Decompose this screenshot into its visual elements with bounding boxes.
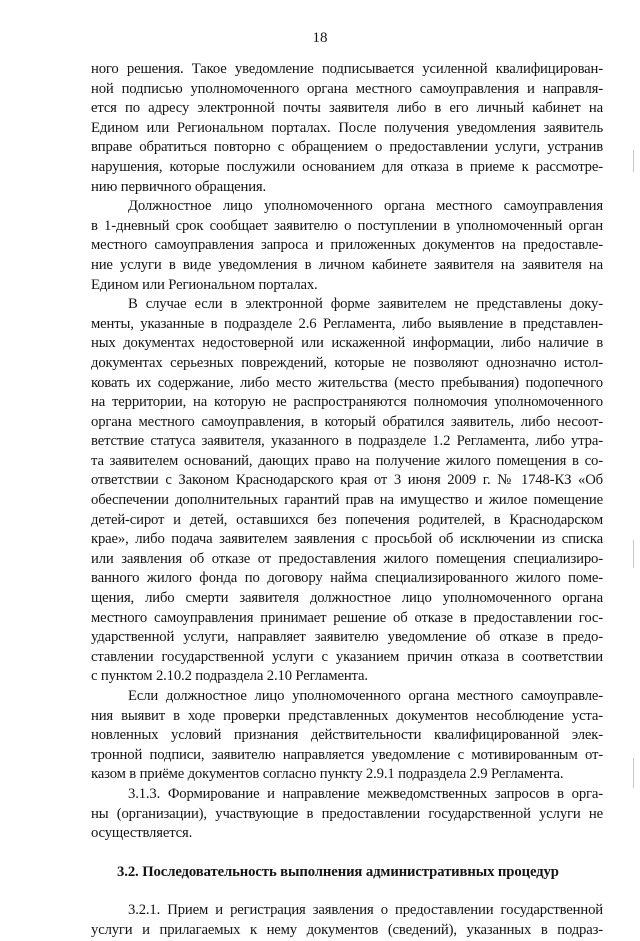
document-body bbox=[91, 60, 603, 941]
text-line: ны (организации), участвующие в предоставлении государственной услуги не bbox=[91, 805, 603, 822]
text-line: ние услуги в виде уведомления в личном кабинете заявителя на заявителя на bbox=[91, 256, 603, 273]
text-line: в 1-дневный срок сообщает заявителю о поступлении в уполномоченный орган bbox=[91, 217, 603, 234]
text-line: или заявления об отказе от предоставления жилого помещения специализиро- bbox=[91, 550, 603, 567]
text-line: услуги и прилагаемых к нему документов (сведений), указанных в подраз- bbox=[91, 921, 603, 938]
text-line: В случае если в электронной форме заявителем не представлены доку- bbox=[128, 296, 603, 313]
text-line: нию первичного обращения. bbox=[91, 178, 267, 195]
text-line: органа местного самоуправления, в который обратился заявитель, либо несоот- bbox=[91, 413, 603, 430]
scan-edge-mark bbox=[633, 150, 634, 172]
text-line: ется по адресу электронной почты заявителя либо в его личный кабинет на bbox=[91, 100, 603, 117]
text-line: казом в приёме документов согласно пункту 2.9.1 подраздела 2.9 Регламента. bbox=[91, 766, 564, 783]
text-line: на территории, на которую не распространяются полномочия уполномоченного bbox=[91, 394, 603, 411]
paragraph bbox=[91, 785, 603, 844]
text-line: Если должностное лицо уполномоченного органа местного самоуправле- bbox=[128, 688, 603, 704]
paragraph bbox=[91, 295, 603, 687]
text-line: тронной подписи, заявителю направляется уведомление с мотивированным от- bbox=[91, 746, 603, 763]
text-line: крае», либо подача заявителем заявления с просьбой об исключении из списка bbox=[91, 531, 603, 548]
text-line: местного самоуправления запроса и приложенных документов на предоставле- bbox=[91, 237, 603, 254]
paragraph bbox=[91, 901, 603, 940]
section-spacer bbox=[91, 882, 603, 901]
text-line: местного самоуправления принимает решение об отказе в предоставлении гос- bbox=[91, 609, 603, 626]
text-line: ния выявит в ходе проверки представленных документов несоблюдение уста- bbox=[91, 707, 603, 724]
paragraph bbox=[91, 197, 603, 295]
text-line: осуществляется. bbox=[91, 825, 193, 842]
text-line: ковать их содержание, либо место жительства (место пребывания) подопечного bbox=[91, 374, 603, 391]
text-line: Едином или Региональном порталах. bbox=[91, 276, 318, 293]
text-line: Едином или Региональном порталах. После получения уведомления заявитель bbox=[91, 119, 603, 136]
text-line: нарушения, которые послужили основанием для отказа в приеме к рассмотре- bbox=[91, 158, 603, 175]
text-line: ных документах недостоверной или искаженной информации, либо наличие в bbox=[91, 335, 603, 352]
text-line: обеспечении дополнительных гарантий прав на имущество и жилое помещение bbox=[91, 492, 603, 509]
text-line: ответствии с Законом Краснодарского края от 3 июня 2009 г. № 1748-КЗ «Об bbox=[91, 472, 603, 489]
section-heading: 3.2. Последовательность выполнения административных процедур bbox=[117, 863, 559, 880]
section-spacer bbox=[91, 844, 603, 863]
text-line: 3.1.3. Формирование и направление межведомственных запросов в орга- bbox=[128, 785, 603, 802]
text-line: менты, указанные в подразделе 2.6 Регламента, либо выявление в представлен- bbox=[91, 315, 603, 332]
text-line: документах серьезных повреждений, которые не позволяют однозначно истол- bbox=[91, 354, 603, 371]
text-line: та заявителем оснований, дающих право на получение жилого помещения в со- bbox=[91, 452, 603, 469]
text-line: ударственной услуги, направляет заявителю уведомление об отказе в предо- bbox=[91, 629, 603, 646]
text-line: ной подписью уполномоченного органа местного самоуправления и направля- bbox=[91, 80, 603, 97]
text-line: ставлении государственной услуги с указанием причин отказа в соответствии bbox=[91, 648, 603, 665]
text-line: 3.2.1. Прием и регистрация заявления о предоставлении государственной bbox=[128, 902, 603, 919]
text-line: щения, либо смерти заявителя должностное лицо уполномоченного органа bbox=[91, 590, 603, 607]
scan-edge-mark bbox=[633, 758, 634, 788]
text-line: с пунктом 2.10.2 подраздела 2.10 Регламента. bbox=[91, 668, 368, 685]
text-line: ванного жилого фонда по договору найма специализированного жилого поме- bbox=[91, 570, 603, 587]
text-line: новленных условий признания действительности квалифицированной элек- bbox=[91, 727, 603, 744]
paragraph bbox=[91, 60, 603, 197]
text-line: детей-сирот и детей, оставшихся без попечения родителей, в Краснодарском bbox=[91, 511, 603, 528]
text-line: вправе обратиться повторно с обращением о предоставлении услуги, устранив bbox=[91, 139, 603, 156]
text-line: Должностное лицо уполномоченного органа местного самоуправления bbox=[128, 198, 603, 215]
text-line: ного решения. Такое уведомление подписывается усиленной квалифицирован- bbox=[91, 61, 603, 77]
scan-edge-mark bbox=[633, 540, 634, 568]
text-line: ветствие статуса заявителя, указанного в подразделе 1.2 Регламента, либо утра- bbox=[91, 433, 603, 450]
paragraph bbox=[91, 687, 603, 785]
page-number: 18 bbox=[312, 30, 328, 46]
